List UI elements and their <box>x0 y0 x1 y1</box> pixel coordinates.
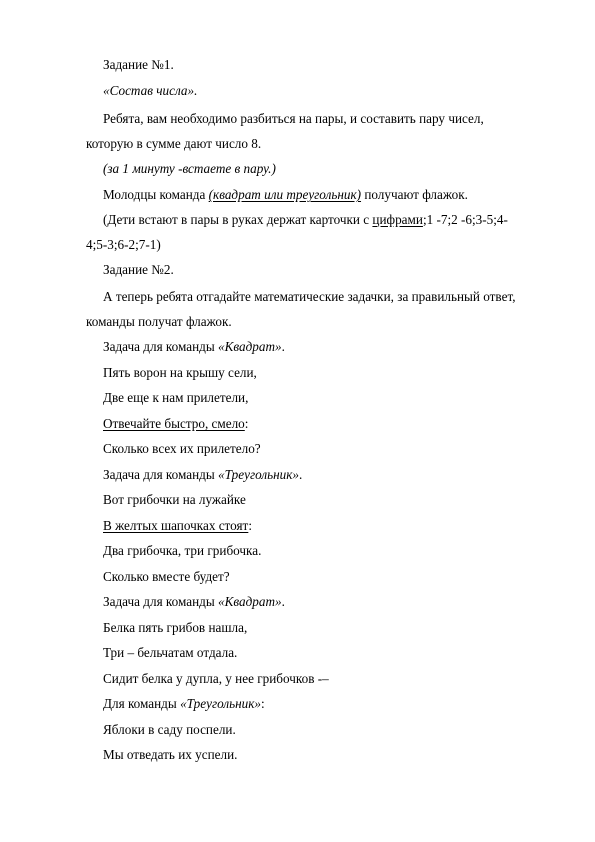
task-2-heading: Задание №2. <box>103 262 174 277</box>
verse-line: Сидит белка у дупла, у нее грибочков -– <box>103 671 329 686</box>
verse-line: Яблоки в саду поспели. <box>103 722 236 737</box>
verse-line: В желтых шапочках стоят: <box>103 518 252 533</box>
paragraph-line: А теперь ребята отгадайте математические задачки, за правильный ответ, <box>103 289 516 304</box>
verse-line: Две еще к нам прилетели, <box>103 390 249 405</box>
problem-heading: Для команды «Треугольник»: <box>103 696 265 711</box>
problem-heading: Задача для команды «Квадрат». <box>103 339 285 354</box>
problem-heading: Задача для команды «Треугольник». <box>103 467 303 482</box>
paragraph-line: которую в сумме дают число 8. <box>86 136 262 151</box>
problem-heading: Задача для команды «Квадрат». <box>103 594 285 609</box>
verse-line: Три – бельчатам отдала. <box>103 645 238 660</box>
verse-line: Сколько всех их прилетело? <box>103 441 261 456</box>
verse-line: Мы отведать их успели. <box>103 747 238 762</box>
task-1-heading: Задание №1. <box>103 57 174 72</box>
team-names-text: (квадрат или треугольник) <box>208 187 362 202</box>
paragraph-line: (Дети встают в пары в руках держат карточки с цифрами;1 -7;2 -6;3-5;4- <box>103 212 508 227</box>
task-1-title: «Состав числа». <box>103 83 198 98</box>
paragraph-line: Ребята, вам необходимо разбиться на пары, и составить пару чисел, <box>103 111 484 126</box>
paragraph-line: 4;5-3;6-2;7-1) <box>86 237 161 252</box>
instruction-line: (за 1 минуту -встаете в пару.) <box>103 161 276 176</box>
verse-line: Отвечайте быстро, смело: <box>103 416 249 431</box>
verse-line: Пять ворон на крышу сели, <box>103 365 257 380</box>
underlined-word: цифрами <box>372 212 423 227</box>
paragraph-line: команды получат флажок. <box>86 314 232 329</box>
verse-line: Вот грибочки на лужайке <box>103 492 246 507</box>
verse-line: Два грибочка, три грибочка. <box>103 543 262 558</box>
verse-line: Белка пять грибов нашла, <box>103 620 248 635</box>
verse-line: Сколько вместе будет? <box>103 569 230 584</box>
paragraph-line: Молодцы команда (квадрат или треугольник) получают флажок. <box>103 187 468 202</box>
